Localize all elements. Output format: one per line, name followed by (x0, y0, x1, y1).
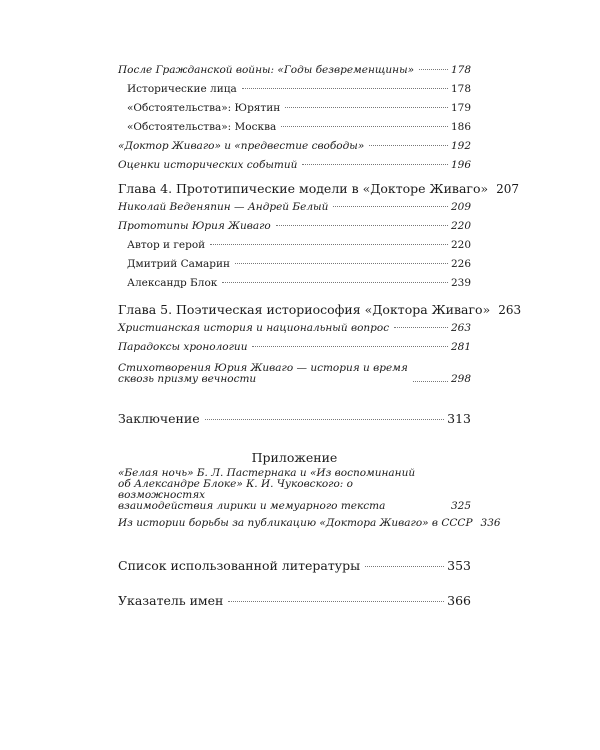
toc-entry[interactable] (118, 322, 471, 341)
toc-entry-page: 196 (450, 159, 471, 171)
toc-entry-title-line: взаимодействия лирики и мемуарного текста (118, 500, 386, 512)
toc-chapter-title: Указатель имен (118, 593, 224, 608)
toc-entry-page: 209 (450, 201, 471, 213)
dot-leader (242, 88, 448, 89)
dot-leader (365, 566, 444, 567)
toc-entry-title: Христианская история и национальный вопрос (118, 322, 390, 334)
toc-chapter[interactable] (118, 181, 520, 201)
toc-entry-page: 178 (450, 83, 471, 95)
toc-subentry[interactable] (118, 102, 471, 121)
toc-entry[interactable] (118, 201, 471, 220)
toc-entry[interactable] (118, 220, 471, 239)
dot-leader (228, 601, 444, 602)
toc-subentry[interactable] (118, 277, 471, 296)
toc-entry-page: 207 (496, 182, 520, 196)
dot-leader (333, 206, 448, 207)
toc-entry-title: Автор и герой (127, 239, 206, 251)
toc-entry[interactable] (118, 159, 471, 178)
toc-entry[interactable] (118, 140, 471, 159)
toc-entry-page: 239 (450, 277, 471, 289)
toc-entry-page: 263 (450, 322, 471, 334)
toc-entry[interactable] (118, 363, 471, 385)
toc-entry-title: Исторические лица (127, 83, 237, 95)
toc-entry-page: 353 (447, 558, 471, 573)
toc-entry-title: Из истории борьбы за публикацию «Доктора Живаго» в СССР (118, 517, 473, 529)
dot-leader (276, 225, 448, 226)
toc-entry-page: 220 (450, 239, 471, 251)
dot-leader (205, 419, 445, 420)
toc-entry-page: 325 (450, 500, 472, 512)
dot-leader (252, 346, 447, 347)
toc-entry-page: 178 (450, 64, 471, 76)
toc-chapter-title: Глава 4. Прототипические модели в «Докторе Живаго» (118, 181, 489, 196)
toc-entry[interactable] (118, 64, 471, 83)
toc-entry-page: 298 (450, 373, 471, 385)
toc-entry-page: 186 (450, 121, 471, 133)
toc-chapter[interactable] (118, 593, 471, 608)
toc-entry-title: «Обстоятельства»: Москва (127, 121, 277, 133)
toc-entry-page: 281 (450, 341, 471, 353)
dot-leader (235, 263, 448, 264)
toc-entry-title: Парадоксы хронологии (118, 341, 248, 353)
toc-entry-page: 220 (450, 220, 471, 232)
toc-entry-title: Дмитрий Самарин (127, 258, 231, 270)
toc-entry-title (118, 468, 445, 512)
dot-leader (222, 282, 448, 283)
dot-leader (369, 145, 448, 146)
toc-entry-page: 313 (447, 411, 471, 426)
toc-entry[interactable] (118, 468, 471, 512)
dot-leader (281, 126, 448, 127)
toc-entry[interactable] (118, 517, 501, 536)
dot-leader (413, 381, 448, 382)
toc-entry-title: Николай Веденяпин — Андрей Белый (118, 201, 329, 213)
toc-entry-title (118, 363, 410, 385)
toc-chapter[interactable] (118, 558, 471, 573)
toc-entry-title: Прототипы Юрия Живаго (118, 220, 271, 232)
toc-entry[interactable] (118, 341, 471, 360)
toc-entry-title-line: «Белая ночь» Б. Л. Пастернака и «Из воспоминаний (118, 467, 416, 479)
dot-leader (394, 327, 448, 328)
toc-entry-title: Александр Блок (127, 277, 218, 289)
toc-entry-page: 336 (480, 517, 501, 529)
toc-subentry[interactable] (118, 83, 471, 102)
dot-leader (285, 107, 448, 108)
toc-entry-title: «Доктор Живаго» и «предвестие свободы» (118, 140, 365, 152)
toc-entry-page: 192 (450, 140, 471, 152)
dot-leader (210, 244, 448, 245)
toc-chapter-title: Список использованной литературы (118, 558, 361, 573)
toc-subentry[interactable] (118, 239, 471, 258)
table-of-contents (118, 64, 522, 608)
toc-entry-page: 366 (447, 593, 471, 608)
dot-leader (419, 69, 448, 70)
toc-entry-title-line: Стихотворения Юрия Живаго — история и время (118, 362, 408, 374)
toc-chapter-title: Заключение (118, 411, 200, 426)
toc-chapter[interactable] (118, 411, 471, 426)
toc-entry-title: Оценки исторических событий (118, 159, 298, 171)
toc-entry-page: 263 (498, 303, 522, 317)
toc-chapter-title: Глава 5. Поэтическая историософия «Доктора Живаго» (118, 302, 491, 317)
toc-entry-title-line: об Александре Блоке» К. И. Чуковского: о возможностях (118, 478, 353, 501)
toc-entry-title: «Обстоятельства»: Юрятин (127, 102, 281, 114)
appendix-heading: Приложение (251, 450, 338, 465)
dot-leader (302, 164, 448, 165)
toc-entry-page: 226 (450, 258, 471, 270)
toc-entry-title-line: сквозь призму вечности (118, 373, 257, 385)
toc-subentry[interactable] (118, 121, 471, 140)
toc-entry-title: После Гражданской войны: «Годы безвременщины» (118, 64, 415, 76)
toc-chapter[interactable] (118, 302, 522, 322)
toc-subentry[interactable] (118, 258, 471, 277)
toc-entry-page: 179 (450, 102, 471, 114)
